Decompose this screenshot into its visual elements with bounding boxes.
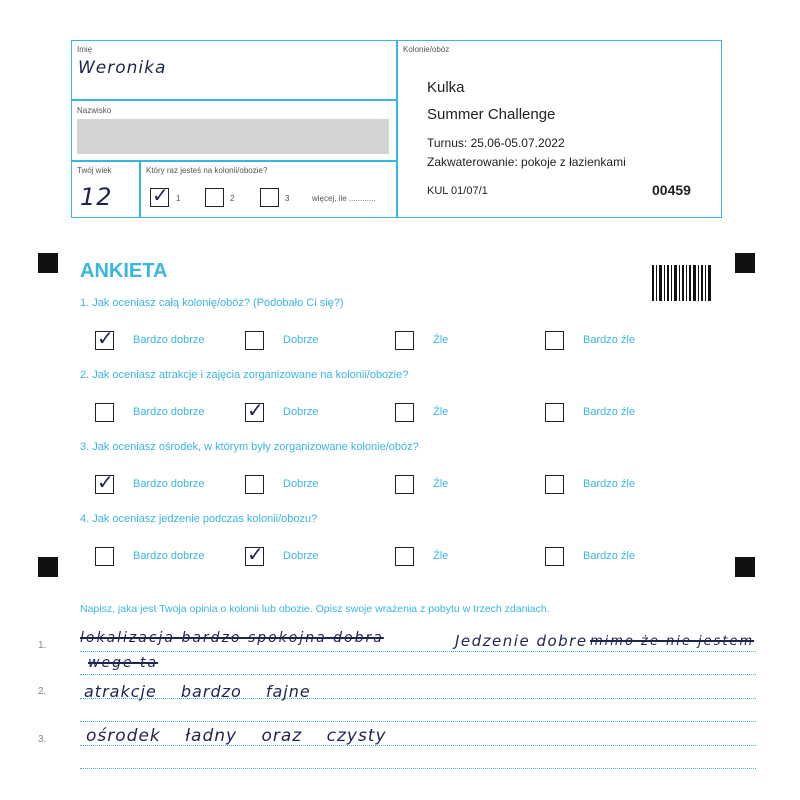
writing-line xyxy=(80,768,756,769)
question-1-option-4: Bardzo źle xyxy=(583,334,635,346)
question-2-option-1: Bardzo dobrze xyxy=(133,406,205,418)
wiek-value[interactable]: 12 xyxy=(80,183,113,211)
question-3-text: 3. Jak oceniasz ośrodek, w którym były zorganizowane kolonie/obóz? xyxy=(80,441,419,453)
opinion-line3-text[interactable]: ośrodek ładny oraz czysty xyxy=(86,726,387,746)
question-4-option-3: Źle xyxy=(433,550,449,562)
question-3-option-2: Dobrze xyxy=(283,478,319,490)
question-2-option-4: Bardzo źle xyxy=(583,406,635,418)
ktory-raz-option-1: 1 xyxy=(176,194,181,203)
question-1-option-2: Dobrze xyxy=(283,334,319,346)
form-number: 00459 xyxy=(652,182,691,198)
opinion-prompt: Napisz, jaka jest Twoja opinia o kolonii lub obozie. Opisz swoje wrażenia z pobytu w trzech zdaniach. xyxy=(80,603,550,615)
question-3-option-4: Bardzo źle xyxy=(583,478,635,490)
question-3-checkbox-4[interactable] xyxy=(545,475,564,494)
registration-marker xyxy=(735,557,755,577)
question-1-checkbox-1[interactable] xyxy=(95,331,114,350)
question-1-text: 1. Jak oceniasz całą kolonię/obóz? (Podobało Ci się?) xyxy=(80,297,344,309)
opinion-line1-struck2[interactable]: mimo że nie jestem xyxy=(590,634,755,649)
question-2-checkbox-1[interactable] xyxy=(95,403,114,422)
question-2-checkbox-2[interactable] xyxy=(245,403,264,422)
ktory-raz-option-2: 2 xyxy=(230,194,235,203)
opinion-line1-text[interactable]: Jedzenie dobre xyxy=(455,632,588,650)
registration-marker xyxy=(38,557,58,577)
divider xyxy=(71,160,397,162)
ktory-raz-checkbox-1[interactable] xyxy=(150,188,169,207)
question-1-option-3: Źle xyxy=(433,334,449,346)
ktory-raz-option-3: 3 xyxy=(285,194,290,203)
ktory-raz-more: więcej, ile ............ xyxy=(312,194,376,203)
line-number-2: 2. xyxy=(38,686,47,697)
question-1-checkbox-3[interactable] xyxy=(395,331,414,350)
kolonia-label: Kolonie/obóz xyxy=(403,45,450,54)
question-2-text: 2. Jak oceniasz atrakcje i zajęcia zorganizowane na kolonii/obozie? xyxy=(80,369,409,381)
question-4-text: 4. Jak oceniasz jedzenie podczas kolonii/obozu? xyxy=(80,513,318,525)
question-4-option-4: Bardzo źle xyxy=(583,550,635,562)
writing-line xyxy=(80,651,756,652)
question-2-option-2: Dobrze xyxy=(283,406,319,418)
camp-subtitle: Summer Challenge xyxy=(427,106,556,123)
question-4-checkbox-3[interactable] xyxy=(395,547,414,566)
question-3-checkbox-2[interactable] xyxy=(245,475,264,494)
question-3-checkbox-3[interactable] xyxy=(395,475,414,494)
imie-label: Imię xyxy=(77,45,93,54)
question-4-checkbox-2[interactable] xyxy=(245,547,264,566)
question-4-option-1: Bardzo dobrze xyxy=(133,550,205,562)
question-4-checkbox-1[interactable] xyxy=(95,547,114,566)
ktory-raz-label: Który raz jesteś na kolonii/obozie? xyxy=(146,166,268,175)
question-1-option-1: Bardzo dobrze xyxy=(133,334,205,346)
turnus: Turnus: 25.06-05.07.2022 xyxy=(427,136,565,150)
camp-code: KUL 01/07/1 xyxy=(427,185,488,197)
imie-value[interactable]: Weronika xyxy=(78,58,167,78)
line-number-3: 3. xyxy=(38,734,47,745)
registration-marker xyxy=(735,253,755,273)
ktory-raz-checkbox-3[interactable] xyxy=(260,188,279,207)
writing-line xyxy=(80,674,756,675)
question-2-checkbox-4[interactable] xyxy=(545,403,564,422)
barcode-icon xyxy=(652,265,712,301)
question-3-checkbox-1[interactable] xyxy=(95,475,114,494)
ktory-raz-checkbox-2[interactable] xyxy=(205,188,224,207)
question-1-checkbox-4[interactable] xyxy=(545,331,564,350)
registration-marker xyxy=(38,253,58,273)
question-2-checkbox-3[interactable] xyxy=(395,403,414,422)
question-3-option-3: Źle xyxy=(433,478,449,490)
divider xyxy=(71,99,397,101)
writing-line xyxy=(80,721,756,722)
camp-name: Kulka xyxy=(427,79,465,96)
question-1-checkbox-2[interactable] xyxy=(245,331,264,350)
opinion-line2-text[interactable]: atrakcje bardzo fajne xyxy=(84,682,311,701)
line-number-1: 1. xyxy=(38,640,47,651)
opinion-line1b-struck[interactable]: wege ta xyxy=(88,655,159,671)
wiek-label: Twój wiek xyxy=(77,166,112,175)
ankieta-title: ANKIETA xyxy=(80,260,168,282)
nazwisko-redacted xyxy=(77,119,389,154)
zakwaterowanie: Zakwaterowanie: pokoje z łazienkami xyxy=(427,155,626,169)
question-4-checkbox-4[interactable] xyxy=(545,547,564,566)
question-4-option-2: Dobrze xyxy=(283,550,319,562)
divider xyxy=(396,40,398,218)
question-2-option-3: Źle xyxy=(433,406,449,418)
divider xyxy=(139,160,141,218)
opinion-line1-struck[interactable]: lokalizacja bardzo spokojna dobra xyxy=(80,630,384,646)
nazwisko-label: Nazwisko xyxy=(77,106,112,115)
question-3-option-1: Bardzo dobrze xyxy=(133,478,205,490)
